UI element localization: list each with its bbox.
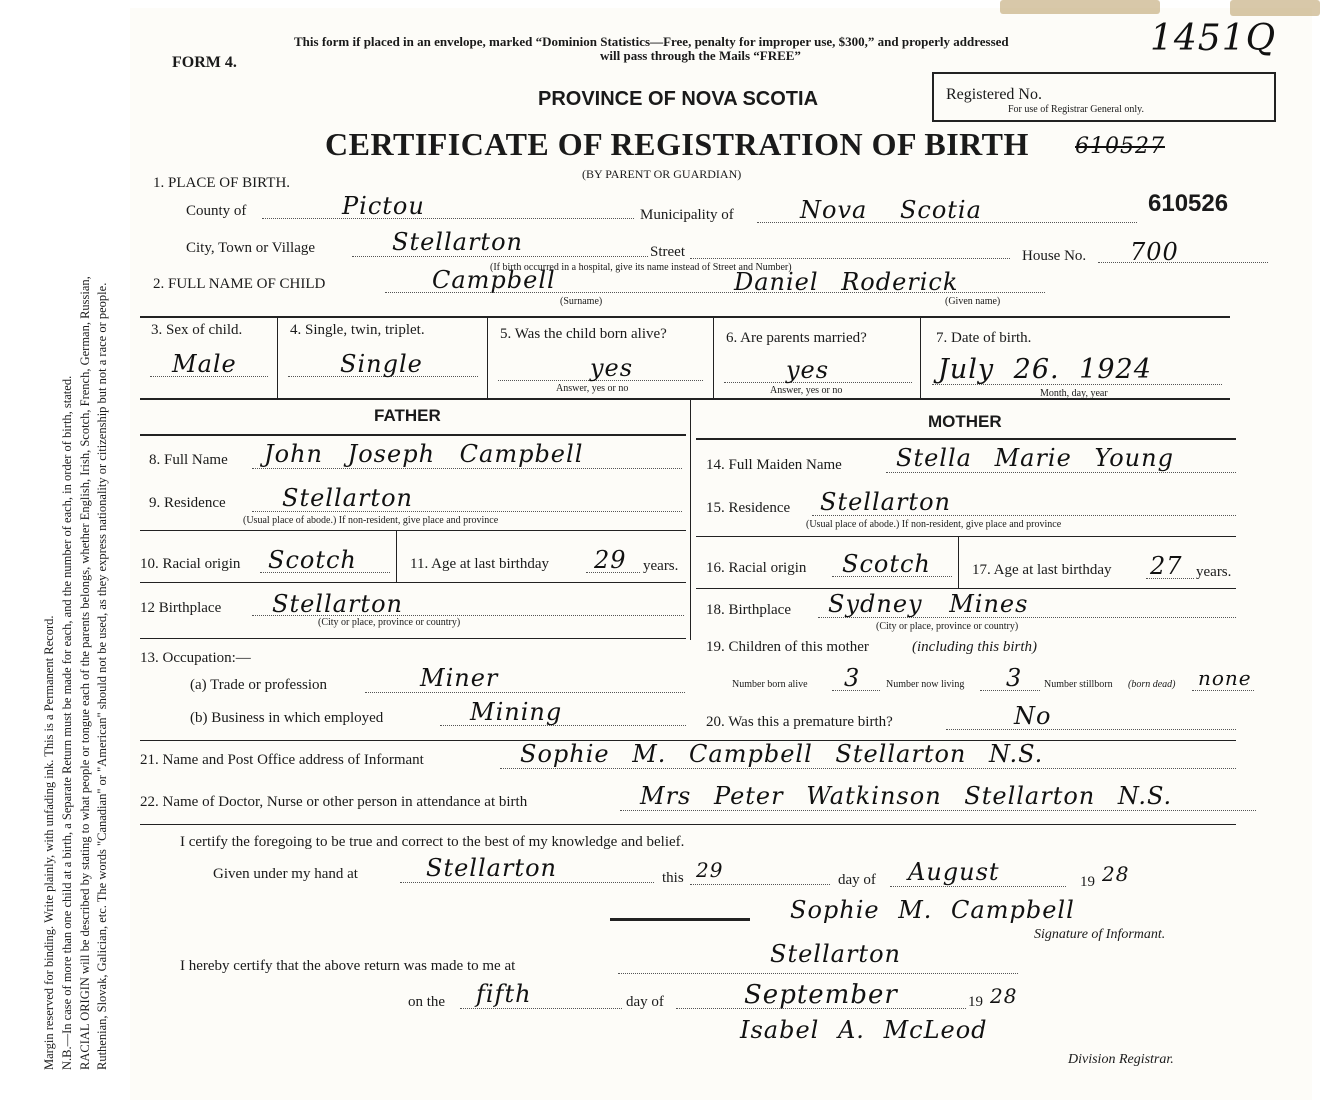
county-label: County of — [186, 203, 247, 219]
mother-heading: MOTHER — [928, 412, 1002, 431]
certify-statement: I certify the foregoing to be true and correct to the best of my knowledge and belief. — [180, 834, 685, 850]
dob-label: 7. Date of birth. — [936, 330, 1032, 346]
attendant-line — [620, 810, 1256, 811]
trade-label: (a) Trade or profession — [190, 677, 328, 693]
year-prefix: 19 — [1080, 874, 1095, 890]
born-alive-note: Answer, yes or no — [556, 383, 629, 394]
father-birthplace-value: Stellarton — [272, 590, 403, 618]
father-residence-note: (Usual place of abode.) If non-resident, give place and province — [243, 515, 499, 526]
born-alive-count-value: 3 — [844, 664, 861, 692]
father-racial-label: 10. Racial origin — [140, 556, 241, 572]
father-age-unit: years. — [643, 558, 679, 574]
registrar-place-value: Stellarton — [770, 940, 901, 968]
informant-value: Sophie M. Campbell Stellarton N.S. — [520, 740, 1044, 768]
on-the-label: on the — [408, 994, 446, 1010]
mother-residence-note: (Usual place of abode.) If non-resident, give place and province — [806, 519, 1062, 530]
attendant-label: 22. Name of Doctor, Nurse or other person in attendance at birth — [140, 794, 528, 810]
registered-number-note: For use of Registrar General only. — [1008, 104, 1144, 115]
divider — [920, 316, 921, 400]
street-label: Street — [650, 244, 685, 260]
business-label: (b) Business in which employed — [190, 710, 384, 726]
margin-note-racial-origin-2: Ruthenian, Slovak, Galician, etc. The words "Canadian" or "American" should not be used, as they express nationality or citizenship but not a race or people. — [95, 282, 109, 1070]
mail-notice-line2: will pass through the Mails “FREE” — [600, 48, 801, 63]
sex-value: Male — [172, 350, 237, 378]
father-racial-top-rule — [140, 530, 686, 531]
registrar-day-value: fifth — [476, 980, 532, 1008]
now-living-label: Number now living — [886, 679, 965, 690]
margin-note-multiple-births: N.B.—In case of more than one child at a birth, a Separate Return must be made for each, and the number of each, in order of birth, stated. — [60, 375, 74, 1070]
struck-number: 610527 — [1075, 134, 1165, 159]
premature-value: No — [1014, 702, 1052, 730]
trade-value: Miner — [420, 664, 499, 692]
city-label: City, Town or Village — [186, 240, 316, 256]
father-birthplace-rule — [140, 638, 686, 639]
stamp-number: 610526 — [1148, 190, 1229, 217]
this-label: this — [662, 870, 684, 886]
this-value: 29 — [696, 858, 724, 882]
day-of-label: day of — [838, 872, 876, 888]
month-value: August — [908, 858, 1000, 886]
registrar-day-line — [460, 1008, 622, 1009]
child-given-note: (Given name) — [945, 296, 1001, 307]
born-alive-value: yes — [590, 354, 634, 382]
mother-name-line — [886, 472, 1236, 473]
municipality-label: Municipality of — [640, 207, 734, 223]
registrar-month-value: September — [744, 980, 898, 1010]
county-line — [262, 218, 634, 219]
stillborn-label: Number stillborn — [1044, 679, 1113, 690]
house-number-value: 700 — [1130, 238, 1179, 266]
informant-line — [500, 768, 1236, 769]
certificate-subtitle: (BY PARENT OR GUARDIAN) — [582, 167, 742, 181]
father-residence-value: Stellarton — [282, 484, 413, 512]
mother-birthplace-note: (City or place, province or country) — [876, 621, 1019, 632]
month-line — [890, 886, 1066, 887]
form-number: FORM 4. — [172, 54, 237, 71]
attendant-value: Mrs Peter Watkinson Stellarton N.S. — [640, 782, 1173, 810]
sex-label: 3. Sex of child. — [151, 322, 243, 338]
mother-birthplace-label: 18. Birthplace — [706, 602, 791, 618]
house-number-label: House No. — [1022, 248, 1087, 264]
father-age-value: 29 — [594, 546, 627, 574]
child-surname-note: (Surname) — [560, 296, 603, 307]
mother-birthplace-value: Sydney Mines — [828, 590, 1029, 618]
trade-line — [365, 692, 685, 693]
dob-note: Month, day, year — [1040, 388, 1108, 399]
mail-notice-line1: This form if placed in an envelope, marked “Dominion Statistics—Free, penalty for improper use, $300,” and properly addressed — [294, 34, 1009, 49]
premature-label: 20. Was this a premature birth? — [706, 714, 893, 730]
father-heading-rule — [140, 434, 686, 436]
father-residence-label: 9. Residence — [149, 495, 226, 511]
province-heading: PROVINCE OF NOVA SCOTIA — [538, 88, 819, 110]
child-name-label: 2. FULL NAME OF CHILD — [153, 276, 326, 292]
divider — [713, 316, 714, 400]
mother-age-unit: years. — [1196, 564, 1232, 580]
registrar-year-value: 28 — [990, 984, 1018, 1008]
divider — [396, 530, 397, 582]
attendant-bottom-rule — [140, 824, 1236, 825]
children-note: (including this birth) — [912, 639, 1037, 655]
street-line — [690, 258, 1010, 259]
informant-signature: Sophie M. Campbell — [790, 896, 1075, 924]
divider — [487, 316, 488, 400]
plurality-value: Single — [340, 350, 423, 378]
now-living-value: 3 — [1006, 664, 1023, 692]
this-line — [690, 884, 830, 885]
stillborn-value: none — [1198, 666, 1252, 690]
registrar-signature: Isabel A. McLeod — [740, 1016, 988, 1044]
municipality-value: Nova Scotia — [800, 196, 982, 224]
mother-racial-bottom-rule — [696, 588, 1236, 589]
father-name-value: John Joseph Campbell — [264, 440, 584, 468]
stillborn-note: (born dead) — [1128, 679, 1176, 690]
year-value: 28 — [1102, 862, 1130, 886]
mother-racial-top-rule — [696, 536, 1236, 537]
born-alive-label: 5. Was the child born alive? — [500, 326, 667, 342]
father-name-line — [252, 468, 682, 469]
father-birthplace-label: 12 Birthplace — [140, 600, 222, 616]
given-place-line — [400, 882, 654, 883]
premature-line — [946, 729, 1236, 730]
signature-label: Signature of Informant. — [1034, 927, 1166, 942]
informant-label: 21. Name and Post Office address of Informant — [140, 752, 424, 768]
parents-married-value: yes — [786, 356, 830, 384]
given-place-value: Stellarton — [426, 854, 557, 882]
father-name-label: 8. Full Name — [149, 452, 228, 468]
father-racial-bottom-rule — [140, 582, 686, 583]
county-value: Pictou — [342, 192, 425, 220]
mother-heading-rule — [696, 438, 1236, 440]
father-mother-divider — [690, 400, 691, 640]
stillborn-line — [1192, 690, 1254, 691]
born-alive-count-label: Number born alive — [732, 679, 808, 690]
given-under-label: Given under my hand at — [213, 866, 358, 882]
business-value: Mining — [470, 698, 563, 726]
child-given-value: Daniel Roderick — [734, 268, 959, 296]
father-heading: FATHER — [374, 406, 441, 425]
registrar-day-of-label: day of — [626, 994, 664, 1010]
paper-stain — [1230, 0, 1320, 16]
certificate-title: CERTIFICATE OF REGISTRATION OF BIRTH — [325, 126, 1029, 162]
divider — [277, 316, 278, 400]
dob-value: July 26. 1924 — [938, 354, 1152, 385]
father-age-label: 11. Age at last birthday — [410, 556, 549, 572]
paper-stain — [1000, 0, 1160, 14]
file-number: 1451Q — [1150, 18, 1277, 59]
mother-residence-label: 15. Residence — [706, 500, 791, 516]
occupation-label: 13. Occupation:— — [140, 650, 251, 666]
plurality-label: 4. Single, twin, triplet. — [290, 322, 425, 338]
mother-age-label: 17. Age at last birthday — [972, 562, 1112, 578]
street-note: (If birth occurred in a hospital, give its name instead of Street and Number) — [490, 262, 792, 273]
city-value: Stellarton — [392, 228, 523, 256]
mother-age-value: 27 — [1150, 552, 1183, 580]
registrar-title: Division Registrar. — [1068, 1052, 1174, 1067]
row-top-rule — [140, 316, 1230, 318]
parents-married-note: Answer, yes or no — [770, 385, 843, 396]
mother-residence-value: Stellarton — [820, 488, 951, 516]
father-birthplace-note: (City or place, province or country) — [318, 617, 461, 628]
place-of-birth-label: 1. PLACE OF BIRTH. — [153, 175, 291, 191]
father-racial-value: Scotch — [268, 546, 357, 574]
registrar-year-prefix: 19 — [968, 994, 983, 1010]
house-number-line — [1098, 262, 1268, 263]
registrar-statement: I hereby certify that the above return was made to me at — [180, 958, 516, 974]
divider — [958, 536, 959, 588]
margin-note-binding: Margin reserved for binding. Write plainly, with unfading ink. This is a Permanent Record. — [42, 615, 56, 1070]
mother-name-label: 14. Full Maiden Name — [706, 457, 842, 473]
children-label: 19. Children of this mother — [706, 639, 869, 655]
margin-note-racial-origin-1: RACIAL ORIGIN will be described by stating to what people or tongue each of the parents belongs, whether English, Irish, Scotch, French, German, Russian, — [78, 276, 92, 1070]
mother-racial-label: 16. Racial origin — [706, 560, 807, 576]
city-line — [352, 256, 648, 257]
mother-name-value: Stella Marie Young — [896, 444, 1174, 472]
parents-married-label: 6. Are parents married? — [726, 330, 867, 346]
child-surname-value: Campbell — [432, 266, 556, 294]
signature-dash — [610, 918, 750, 921]
registrar-place-line — [618, 973, 1018, 974]
mother-racial-value: Scotch — [842, 550, 931, 578]
registered-number-label: Registered No. — [946, 86, 1042, 103]
